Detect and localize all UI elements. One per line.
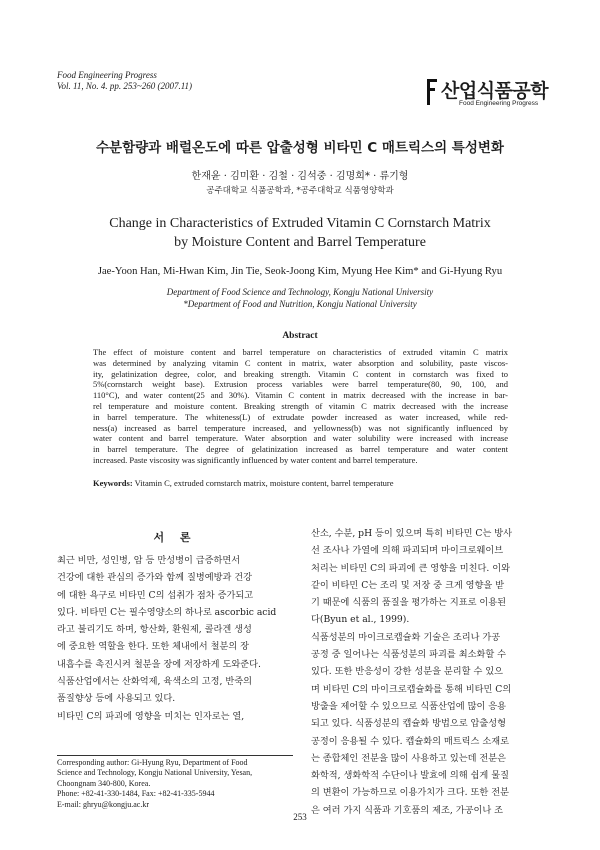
abstract-line: in barrel temperature. The whiteness(L) of extrudate powder increased as water increased, while red- [93,411,508,422]
logo-english-text: Food Engineering Progress [459,100,539,107]
body-line: 산소, 수분, pH 등이 있으며 특히 비타민 C는 방사 [311,528,513,539]
body-line: 며 비타민 C의 마이크로캡슐화를 통해 비타민 C의 [311,683,512,695]
affiliation-english [0,286,600,310]
journal-logo [427,76,547,110]
body-column-left [57,552,293,725]
keywords [93,478,508,488]
body-line: 건강에 대한 관심의 증가와 함께 질병예방과 건강 [57,572,253,584]
abstract-line: rel temperature and moisture content. Breaking strength of vitamin C matrix decreased with the increase [93,400,508,411]
body-line: 처리는 비타민 C의 파괴에 큰 영향을 미친다. 이와 [311,562,511,574]
body-line: 최근 비만, 성인병, 암 등 만성병이 급증하면서 [57,555,241,566]
body-line: 내흡수를 촉진시켜 철분을 장에 저장하게 도와준다. [57,658,261,670]
body-line: 비타민 C의 파괴에 영향을 미치는 인자로는 열, [57,710,245,722]
body-line: 은 여러 가지 식품과 기호품의 제조, 가공이나 조 [311,804,503,816]
body-line: 라고 불리기도 하며, 항산화, 환원제, 콜라겐 생성 [57,624,252,636]
abstract-line: ity, gelatinization degree, color, and breaking strength. Vitamin C content in cornstarch was fixed to [93,368,508,379]
footnote-divider [57,755,293,756]
body-column-right [311,525,547,819]
abstract-heading: Abstract [282,331,318,341]
authors-english: Jae-Yoon Han, Mi-Hwan Kim, Jin Tie, Seok-Joong Kim, Myung Hee Kim* and Gi-Hyung Ryu [97,266,503,277]
title-english-line: Change in Characteristics of Extruded Vitamin C Cornstarch Matrix [109,216,491,231]
footnote-line: Corresponding author: Gi-Hyung Ryu, Department of Food [57,758,248,767]
body-line: 기 때문에 식품의 품질을 평가하는 지표로 이용된 [311,597,507,609]
abstract-body [93,347,508,466]
journal-volume: Vol. 11, No. 4. pp. 253~260 (2007.11) [57,81,193,91]
body-line: 는 종합체인 전분을 많이 사용하고 있는데 전분은 [311,752,507,764]
body-line: 품질향상 등에 사용되고 있다. [57,693,176,705]
paper-title-english [0,214,600,252]
page-number: 253 [293,812,307,822]
affiliation-english-line: *Department of Food and Nutrition, Kongju National University [183,299,417,309]
abstract-line: water content and barrel temperature. Water absorption and water solubility were increased with increase [93,433,508,444]
body-line: 식품산업에서는 산화억제, 육색소의 고정, 반죽의 [57,676,253,688]
body-line: 다(Byun et al., 1999). [311,614,410,626]
body-line: 방출을 제어할 수 있으므로 식품산업에 많이 응용 [311,700,507,712]
body-line: 같이 비타민 C는 조리 및 저장 중 크게 영향을 받 [311,579,505,591]
keywords-label: Keywords: [93,478,133,488]
body-line: 있다. 또한 반응성이 강한 성분을 분리할 수 있으 [311,666,503,678]
body-line: 화학적, 생화학적 수단이나 발효에 의해 쉽게 물질 [311,770,509,782]
keywords-text: Vitamin C, extruded cornstarch matrix, moisture content, barrel temperature [132,478,394,488]
footnote-line: Phone: +82-41-330-1484, Fax: +82-41-335-5944 [57,789,215,799]
body-line: 식품성분의 마이크로캡슐화 기술은 조리나 가공 [311,631,501,643]
abstract-line: ness(a) increased as barrel temperature increased, and yellowness(b) was not significantly influenced by [93,422,508,433]
body-line: 의 변환이 가능하므로 이용가치가 크다. 또한 전분 [311,787,509,799]
journal-info [57,70,192,92]
footnote-line: Choongnam 340-800, Korea. [57,778,151,788]
corresponding-author-footnote [57,758,297,810]
logo-mark-icon [427,79,437,105]
abstract-line: 110°C), and water content(25 and 30%). Vitamin C content in matrix decreased with the increase in bar- [93,390,508,401]
abstract-line: increased. Paste viscosity was significantly influenced by water content and barrel temperature. [93,454,418,465]
footnote-line: Science and Technology, Kongju National University, Yesan, [57,768,253,778]
body-line: 공정이 응용될 수 있다. 캡슐화의 매트릭스 소재로 [311,735,509,747]
body-line: 에 대한 욕구로 비타민 C의 섭취가 점차 증가되고 [57,589,254,601]
affiliation-english-line: Department of Food Science and Technology, Kongju National University [166,287,434,297]
body-line: 에 중요한 역할을 한다. 또한 체내에서 철분의 장 [57,641,249,653]
affiliation-korean: 공주대학교 식품공학과, *공주대학교 식품영양학과 [206,186,394,196]
abstract-line: The effect of moisture content and barrel temperature on characteristics of extruded vitamin C matrix [93,347,508,357]
authors-korean: 한재윤 · 김미환 · 김철 · 김석중 · 김명희* · 류기형 [191,171,409,182]
abstract-line: in barrel temperature. The degree of gelatinization increased as barrel temperature and water content [93,444,508,455]
footnote-line: E-mail: ghryu@kongju.ac.kr [57,799,150,809]
body-line: 공정 중 일어나는 식품성분의 파괴를 최소화할 수 [311,649,507,661]
section-heading-introduction: 서 론 [153,531,197,544]
body-line: 있다. 비타민 C는 필수영양소의 하나로 ascorbic acid [57,606,277,618]
journal-name: Food Engineering Progress [57,70,157,80]
paper-title-korean: 수분함량과 배럴온도에 따른 압출성형 비타민 C 매트릭스의 특성변화 [96,140,504,156]
title-english-line: by Moisture Content and Barrel Temperature [174,235,426,250]
logo-korean-text: 산업식품공학 [441,80,549,102]
body-line: 선 조사나 가열에 의해 파괴되며 마이크로웨이브 [311,545,504,557]
abstract-line: 5%(cornstarch weight base). Extrusion process variables were barrel temperature(80, 90, 100, and [93,379,508,390]
body-line: 되고 있다. 식품성분의 캡슐화 방법으로 압출성형 [311,718,507,730]
abstract-line: was determined by analyzing vitamin C content in matrix, water absorption and solubility, paste viscos- [93,357,508,368]
